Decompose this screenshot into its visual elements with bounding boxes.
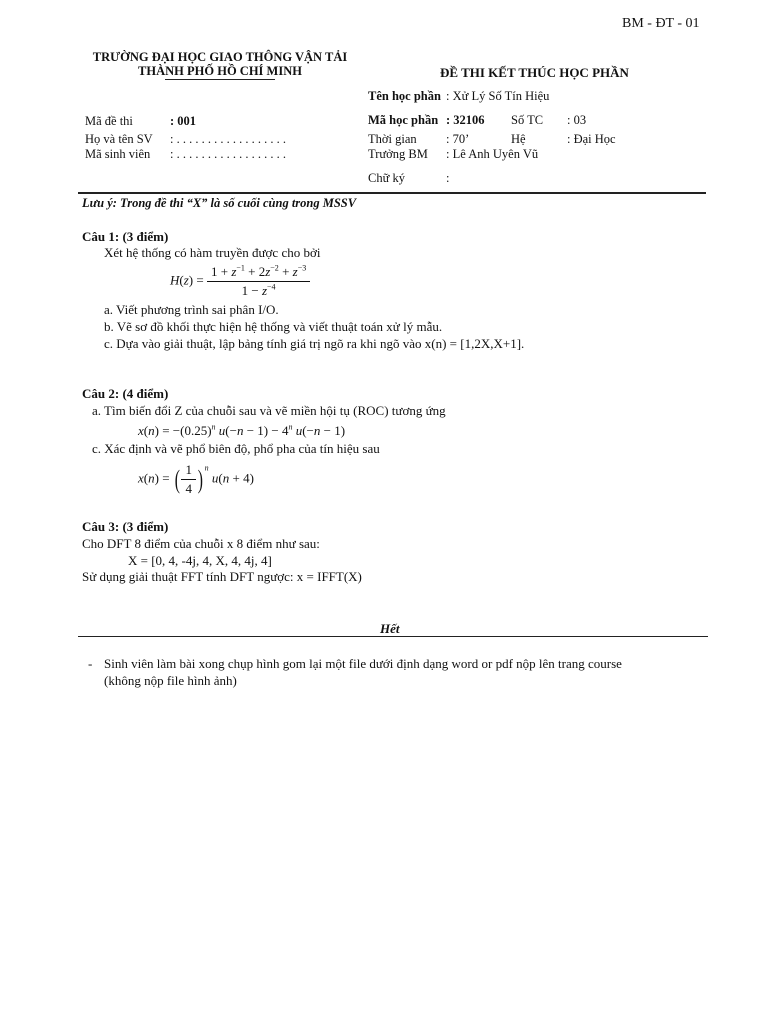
q3-dft-values: X = [0, 4, -4j, 4, X, 4, 4j, 4] xyxy=(128,553,272,568)
student-name-value: : . . . . . . . . . . . . . . . . . . xyxy=(170,132,286,146)
footer-note-line2: (không nộp file hình ảnh) xyxy=(104,673,237,688)
q2-equation-a: $x(n) = -(0.25)^n$ $u(-n - 1) - 4^n$ u(−n − 1) xyxy=(138,422,346,438)
exam-code-value: : 001 xyxy=(170,114,197,128)
q2-title: Câu 2: (4 điểm) xyxy=(82,386,169,401)
time-value: : 70’ xyxy=(446,132,470,146)
exam-title: ĐỀ THI KẾT THÚC HỌC PHẦN xyxy=(440,65,629,80)
system-value: : Đại Học xyxy=(567,132,616,146)
form-code: BM - ĐT - 01 xyxy=(622,16,700,31)
time-label: Thời gian xyxy=(368,132,417,146)
department-head-label: Trưởng BM xyxy=(368,147,428,161)
school-underline xyxy=(165,79,275,80)
course-name-label: Tên học phần xyxy=(368,89,441,103)
q2-part-a: a. Tìm biến đổi Z của chuỗi sau và vẽ miền hội tụ (ROC) tương ứng xyxy=(92,403,446,418)
q3-line1: Cho DFT 8 điểm của chuỗi x 8 điểm như sau: xyxy=(82,536,320,551)
q1-part-b: b. Vẽ sơ đồ khối thực hiện hệ thống và viết thuật toán xử lý mẫu. xyxy=(104,319,443,334)
q1-transfer-function: H(z) = $\frac{1 + z^{-1} + 2z^{-2} + z^{-3}}{1 - z^{-4}}$ xyxy=(170,264,310,299)
q1-part-c: c. Dựa vào giải thuật, lập bảng tính giá trị ngõ ra khi ngõ vào x(n) = [1,2X,X+1]. xyxy=(104,336,525,351)
q3-line3: Sử dụng giải thuật FFT tính DFT ngược: x = IFFT(X) xyxy=(82,569,362,584)
student-name-label: Họ và tên SV xyxy=(85,132,153,146)
course-code-value: : 32106 xyxy=(446,113,485,127)
q3-title: Câu 3: (3 điểm) xyxy=(82,519,169,534)
student-id-label: Mã sinh viên xyxy=(85,147,151,161)
q2-equation-c: x(n) = ( $\frac{1}{4}$ ) $^n$ u(n + 4) xyxy=(138,462,254,496)
end-label: Hết xyxy=(380,621,400,636)
course-code-label: Mã học phần xyxy=(368,113,439,127)
student-id-value: : . . . . . . . . . . . . . . . . . . xyxy=(170,147,286,161)
q1-title: Câu 1: (3 điểm) xyxy=(82,229,169,244)
credits-label: Số TC xyxy=(511,113,544,127)
credits-value: : 03 xyxy=(567,113,587,127)
exam-code-label: Mã đề thi xyxy=(85,114,133,128)
q1-part-a: a. Viết phương trình sai phân I/O. xyxy=(104,302,279,317)
footer-note-line1: Sinh viên làm bài xong chụp hình gom lại một file dưới định dạng word or pdf nộp lên trang course xyxy=(104,656,622,671)
footer-bullet: - xyxy=(88,656,93,671)
footer-divider xyxy=(78,636,708,637)
department-head-value: : Lê Anh Uyên Vũ xyxy=(446,147,539,161)
q1-intro: Xét hệ thống có hàm truyền được cho bởi xyxy=(104,245,321,260)
signature-label: Chữ ký xyxy=(368,171,405,185)
school-name-line1: TRƯỜNG ĐẠI HỌC GIAO THÔNG VẬN TẢI xyxy=(92,50,348,64)
note: Lưu ý: Trong đề thi “X” là số cuối cùng trong MSSV xyxy=(82,196,357,210)
header-divider xyxy=(78,192,706,194)
q2-part-c: c. Xác định và vẽ phổ biên độ, phổ pha của tín hiệu sau xyxy=(92,441,380,456)
course-name-value: : Xử Lý Số Tín Hiệu xyxy=(446,89,550,103)
school-name-line2: THÀNH PHỐ HỒ CHÍ MINH xyxy=(138,64,302,78)
system-label: Hệ xyxy=(511,132,526,146)
signature-value: : xyxy=(446,171,450,185)
